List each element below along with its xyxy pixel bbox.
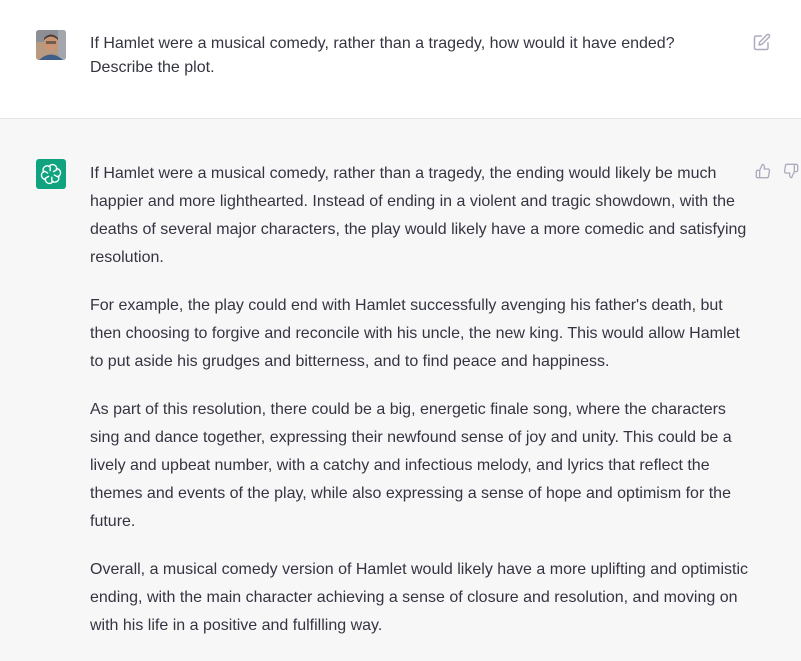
response-paragraph-4: Overall, a musical comedy version of Hamlet would likely have a more uplifting and optimistic ending, with the main character achieving a sense of closure and resolution, and moving on with his life in a positive and fulfilling way.: [90, 561, 749, 634]
thumbs-down-icon: [783, 163, 799, 179]
thumbs-up-icon: [755, 163, 771, 179]
response-paragraph-1: If Hamlet were a musical comedy, rather than a tragedy, the ending would likely be much happier and more lighthearted. Instead of ending in a violent and tragic showdown, with the deaths of several major characters, the play would likely have a more comedic and satisfying resolution.: [90, 165, 747, 266]
assistant-message-text: [90, 160, 750, 660]
edit-button[interactable]: [753, 33, 771, 51]
user-avatar: [36, 30, 66, 60]
openai-logo-icon: [40, 163, 62, 185]
response-paragraph-2: For example, the play could end with Hamlet successfully avenging his father's death, but then choosing to forgive and reconcile with his uncle, the new king. This would allow Hamlet to put aside his grudges and bitterness, and to find peace and happiness.: [90, 297, 740, 370]
thumbs-down-button[interactable]: [783, 163, 799, 179]
assistant-message-row: [0, 119, 801, 661]
user-message-text: If Hamlet were a musical comedy, rather than a tragedy, how would it have ended? Describe the plot.: [90, 35, 675, 76]
response-paragraph-3: As part of this resolution, there could be a big, energetic finale song, where the characters sing and dance together, expressing their newfound sense of joy and unity. This could be a lively and upbeat number, with a catchy and infectious melody, and lyrics that reflect the themes and events of the play, while also expressing a sense of hope and optimism for the future.: [90, 401, 732, 530]
edit-icon: [753, 33, 771, 51]
thumbs-up-button[interactable]: [755, 163, 771, 179]
user-message-row: [0, 0, 801, 119]
assistant-avatar: [36, 159, 66, 189]
